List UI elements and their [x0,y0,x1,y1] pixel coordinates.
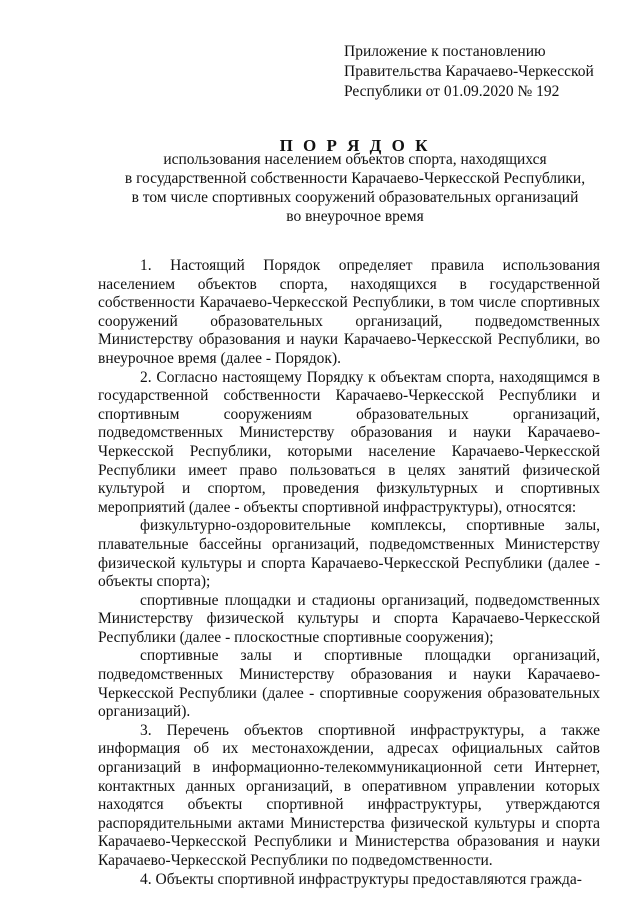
paragraph-2-item-3: спортивные залы и спортивные площадки организаций, подведомственных Министерству образования и науки Карачаево-Черкесской Республики (далее - спортивные сооружения образовательных организаций). [98,647,600,721]
subtitle-line: использования населением объектов спорта, находящихся [163,151,547,168]
paragraph-2: 2. Согласно настоящему Порядку к объектам спорта, находящимся в государственной собственности Карачаево-Черкесской Республики и спортивным сооружениям образовательных организаций, подведомственных Министерству образования и науки Карачаево-Черкесской Республики, которыми население Карачаево-Черкесской Республики имеет право пользоваться в целях занятий физической культурой и спортом, проведения физкультурных и спортивных мероприятий (далее - объекты спортивной инфраструктуры), относятся: [98,368,600,516]
document-body [98,257,600,889]
subtitle-line: во внеурочное время [286,208,424,225]
paragraph-2-item-2: спортивные площадки и стадионы организаций, подведомственных Министерству физической культуры и спорта Карачаево-Черкесской Республики (далее - плоскостные спортивные сооружения); [98,591,600,646]
paragraph-2-item-1: физкультурно-оздоровительные комплексы, спортивные залы, плавательные бассейны организаций, подведомственных Министерству физической культуры и спорта Карачаево-Черкесской Республики (далее - объекты спорта); [98,517,600,591]
paragraph-3: 3. Перечень объектов спортивной инфраструктуры, а также информация об их местонахождении, адресах официальных сайтов организаций в информационно-телекоммуникационной сети Интернет, контактных данных организаций, в оперативном управлении которых находятся объекты спортивной инфраструктуры, утверждаются распорядительными актами Министерства физической культуры и спорта Карачаево-Черкесской Республики и Министерства образования и науки Карачаево-Черкесской Республики по подведомственности. [98,721,600,869]
subtitle-line: в том числе спортивных сооружений образовательных организаций [131,189,579,206]
appendix-reference [344,42,624,102]
appendix-line: Республики от 01.09.2020 № 192 [344,83,560,100]
appendix-line: Приложение к постановлению [344,43,546,60]
paragraph-4: 4. Объекты спортивной инфраструктуры предоставляются гражда- [140,870,582,888]
document-subtitle [100,150,610,226]
subtitle-line: в государственной собственности Карачаево-Черкесской Республики, [124,170,586,187]
document-title: П О Р Я Д О К [279,136,431,155]
paragraph-1: 1. Настоящий Порядок определяет правила использования населением объектов спорта, находящихся в государственной собственности Карачаево-Черкесской Республики, в том числе спортивных сооружений образовательных организаций, подведомственных Министерству образования и науки Карачаево-Черкесской Республики, во внеурочное время (далее - Порядок). [98,257,600,367]
appendix-line: Правительства Карачаево-Черкесской [344,63,594,80]
